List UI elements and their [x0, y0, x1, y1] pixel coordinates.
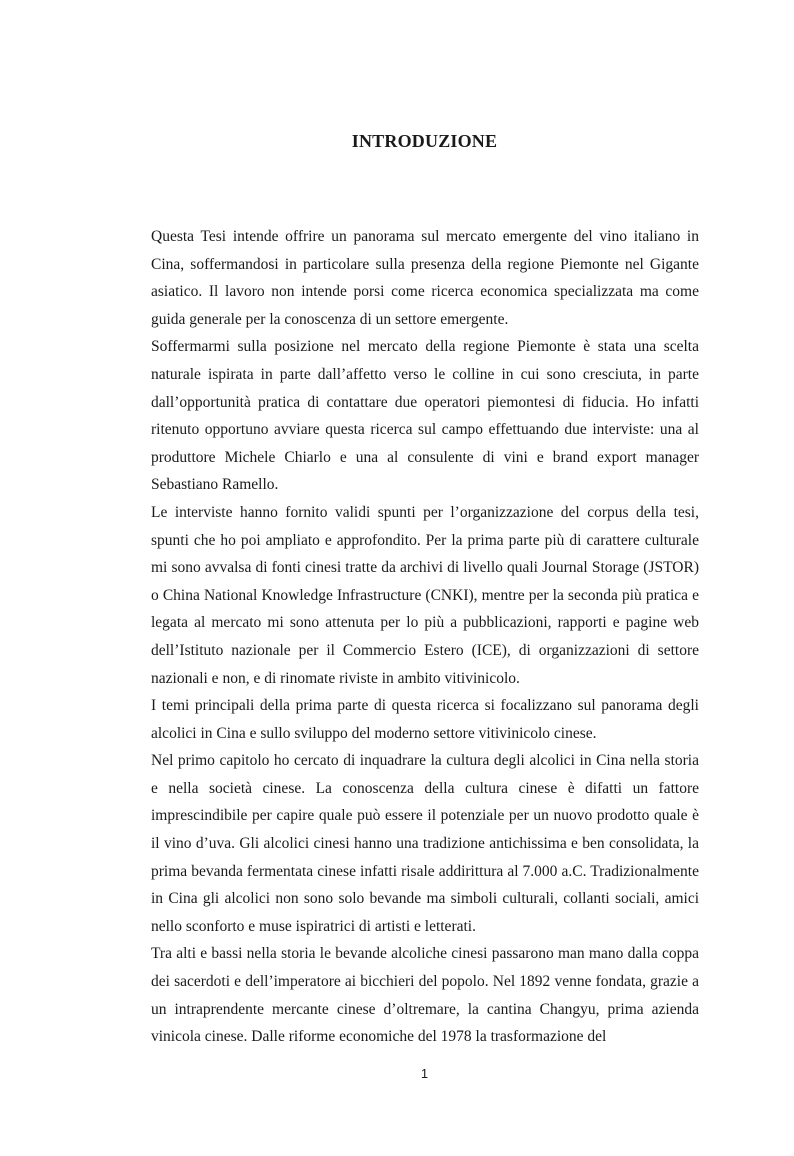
paragraph-1: Questa Tesi intende offrire un panorama sul mercato emergente del vino italiano in Cina, soffermandosi in particolare sulla presenza della regione Piemonte nel Gigante asiatico. Il lavoro non intende porsi come ricerca economica specializzata ma come guida generale per la conoscenza di un settore emergente.	[151, 228, 699, 328]
paragraph-4: I temi principali della prima parte di questa ricerca si focalizzano sul panorama degli alcolici in Cina e sullo sviluppo del moderno settore vitivinicolo cinese.	[151, 697, 699, 742]
page-title: INTRODUZIONE	[351, 131, 498, 151]
body-text	[151, 223, 699, 1051]
paragraph-3: Le interviste hanno fornito validi spunti per l’organizzazione del corpus della tesi, spunti che ho poi ampliato e approfondito. Per la prima parte più di carattere culturale mi sono avvalsa di fonti cinesi tratte da archivi di livello quali Journal Storage (JSTOR) o China National Knowledge Infrastructure (CNKI), mentre per la seconda più pratica e legata al mercato mi sono attenuta per lo più a pubblicazioni, rapporti e pagine web dell’Istituto nazionale per il Commercio Estero (ICE), di organizzazioni di settore nazionali e non, e di rinomate riviste in ambito vitivinicolo.	[151, 503, 699, 687]
page-number: 1	[420, 1066, 429, 1081]
paragraph-2: Soffermarmi sulla posizione nel mercato della regione Piemonte è stata una scelta naturale ispirata in parte dall’affetto verso le colline in cui sono cresciuta, in parte dall’opportunità pratica di contattare due operatori piemontesi di fiducia. Ho infatti ritenuto opportuno avviare questa ricerca sul campo effettuando due interviste: una al produttore Michele Chiarlo e una al consulente di vini e brand export manager Sebastiano Ramello.	[151, 338, 699, 494]
paragraph-6: Tra alti e bassi nella storia le bevande alcoliche cinesi passarono man mano dalla coppa dei sacerdoti e dell’imperatore ai bicchieri del popolo. Nel 1892 venne fondata, grazie a un intraprendente mercante cinese d’oltremare, la cantina Changyu, prima azienda vinicola cinese. Dalle riforme economiche del 1978 la trasformazione del	[151, 945, 699, 1046]
paragraph-5: Nel primo capitolo ho cercato di inquadrare la cultura degli alcolici in Cina nella storia e nella società cinese. La conoscenza della cultura cinese è difatti un fattore imprescindibile per capire quale può essere il potenziale per un nuovo prodotto quale è il vino d’uva. Gli alcolici cinesi hanno una tradizione antichissima e ben consolidata, la prima bevanda fermentata cinese infatti risale addirittura al 7.000 a.C. Tradizionalmente in Cina gli alcolici non sono solo bevande ma simboli culturali, collanti sociali, amici nello sconforto e muse ispiratrici di artisti e letterati.	[151, 752, 699, 935]
